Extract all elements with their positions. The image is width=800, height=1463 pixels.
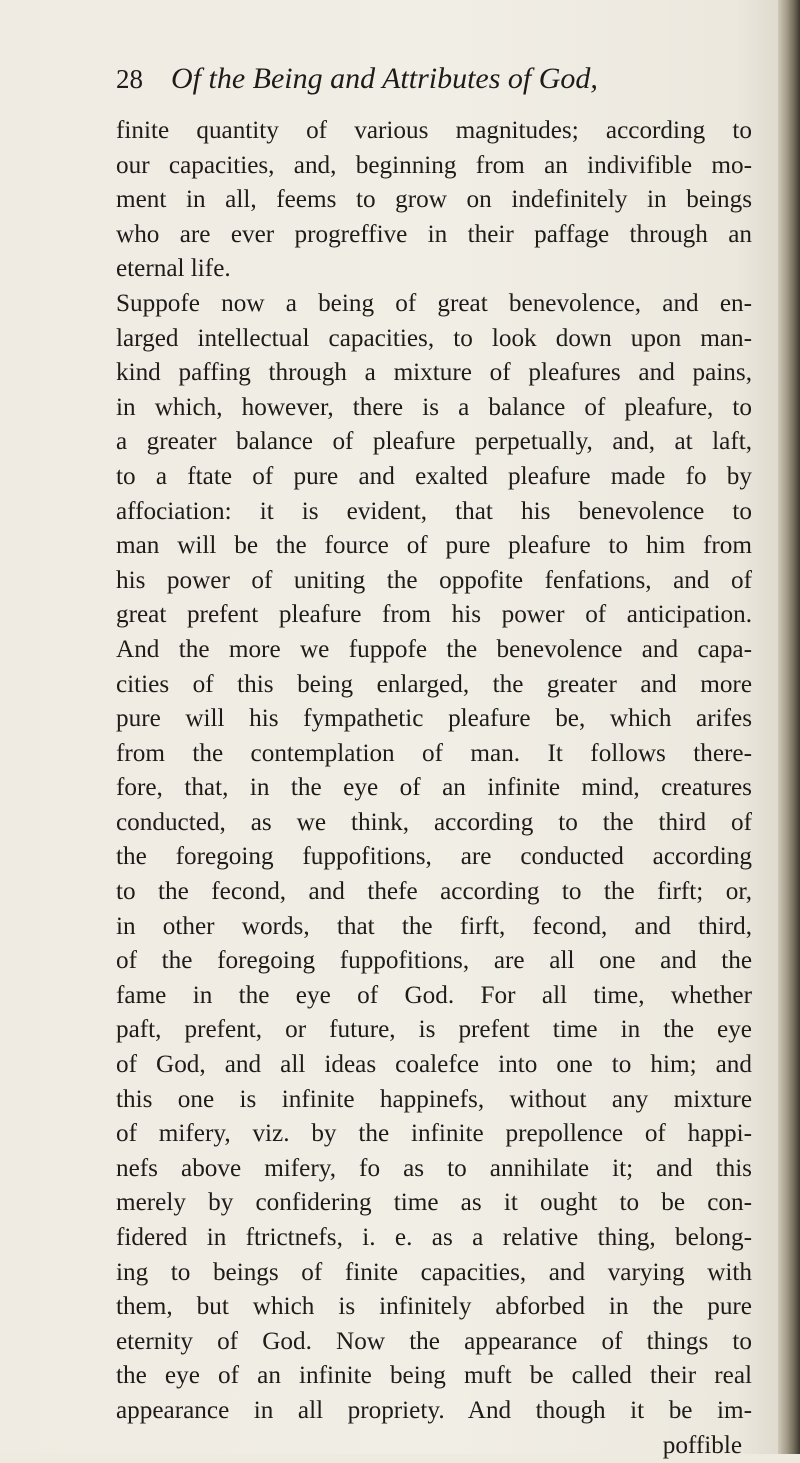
text-line: his power of uniting the oppofite fenfations, and of (116, 566, 752, 594)
text-line: in which, however, there is a balance of pleafure, to (116, 393, 752, 421)
text-line: of mifery, viz. by the infinite prepollence of happi- (116, 1120, 752, 1148)
text-line: Suppofe now a being of great benevolence, and en- (116, 289, 752, 317)
text-line: affociation: it is evident, that his benevolence to (116, 497, 752, 525)
text-line: fidered in ftrictnefs, i. e. as a relative thing, belong- (116, 1224, 752, 1251)
text-line: paft, prefent, or future, is prefent time in the eye (116, 1016, 752, 1044)
text-line: of God, and all ideas coalefce into one to him; and (116, 1051, 752, 1079)
page-edge-shadow (778, 0, 800, 1454)
text-line: our capacities, and, beginning from an indivifible mo- (116, 151, 752, 179)
text-line: in other words, that the firft, fecond, and third, (116, 912, 752, 940)
page-header (116, 62, 716, 102)
text-line: the eye of an infinite being muft be called their real (116, 1362, 752, 1390)
running-title: Of the Being and Attributes of God, (171, 62, 598, 95)
body-text (116, 114, 752, 1463)
text-line: finite quantity of various magnitudes; according to (116, 117, 752, 144)
text-line: kind paffing through a mixture of pleafures and pains, (116, 359, 752, 387)
text-line: from the contemplation of man. It follows there- (116, 739, 752, 767)
text-line: fore, that, in the eye of an infinite mind, creatures (116, 774, 752, 802)
text-line: them, but which is infinitely abforbed in the pure (116, 1293, 752, 1321)
text-line: this one is infinite happinefs, without any mixture (116, 1085, 752, 1113)
text-line: larged intellectual capacities, to look down upon man- (116, 324, 752, 352)
text-line: to a ftate of pure and exalted pleafure made fo by (116, 462, 752, 490)
catchword: poffible (662, 1431, 742, 1459)
page-number: 28 (116, 64, 143, 94)
text-line: the foregoing fuppofitions, are conducted according (116, 843, 752, 871)
text-line: who are ever progreffive in their paffage through an (116, 220, 752, 248)
text-line: eternal life. (116, 255, 231, 283)
text-line: to the fecond, and thefe according to the firft; or, (116, 878, 752, 906)
text-line: ment in all, feems to grow on indefinitely in beings (116, 186, 752, 214)
text-line: cities of this being enlarged, the greater and more (116, 670, 752, 698)
text-line: pure will his fympathetic pleafure be, which arifes (116, 705, 752, 733)
text-line: ing to beings of finite capacities, and varying with (116, 1258, 752, 1286)
text-line: nefs above mifery, fo as to annihilate it; and this (116, 1154, 752, 1182)
text-line: appearance in all propriety. And though it be im- (116, 1396, 752, 1424)
text-line: merely by confidering time as it ought to be con- (116, 1189, 752, 1217)
text-line: eternity of God. Now the appearance of things to (116, 1327, 752, 1355)
text-line: conducted, as we think, according to the third of (116, 808, 752, 836)
text-line: a greater balance of pleafure perpetually, and, at laft, (116, 428, 752, 456)
text-line: fame in the eye of God. For all time, whether (116, 981, 752, 1009)
text-line: And the more we fuppofe the benevolence and capa- (116, 635, 752, 663)
text-line: of the foregoing fuppofitions, are all one and the (116, 947, 752, 975)
text-line: man will be the fource of pure pleafure to him from (116, 532, 752, 560)
text-line: great prefent pleafure from his power of anticipation. (116, 601, 752, 629)
